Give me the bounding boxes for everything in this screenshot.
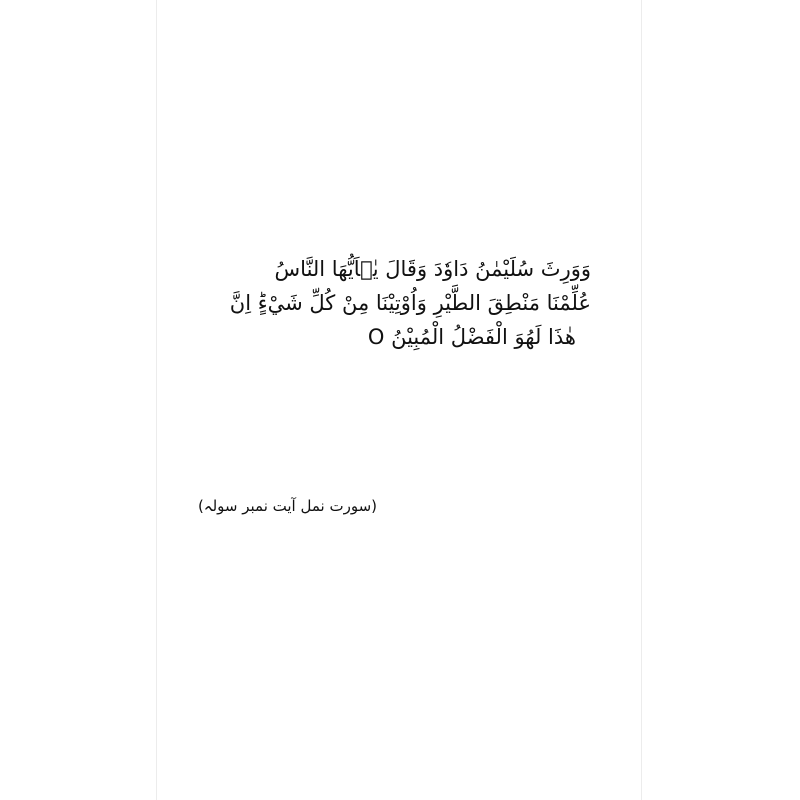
- verse-line-1: وَوَرِثَ سُلَيْمٰنُ دَاوٗدَ وَقَالَ يٰۤاَيُّهَا النَّاسُ: [274, 257, 591, 281]
- verse-line-3: هٰذَا لَهُوَ الْفَضْلُ الْمُبِيْنُ O: [367, 325, 576, 349]
- verse-line-2: عُلِّمْنَا مَنْطِقَ الطَّيْرِ وَاُوْتِيْنَا مِنْ كُلِّ شَيْءٍؕ اِنَّ: [229, 291, 591, 315]
- surah-reference: (سورت نمل آیت نمبر سولہ): [197, 497, 377, 515]
- book-page: [156, 0, 642, 800]
